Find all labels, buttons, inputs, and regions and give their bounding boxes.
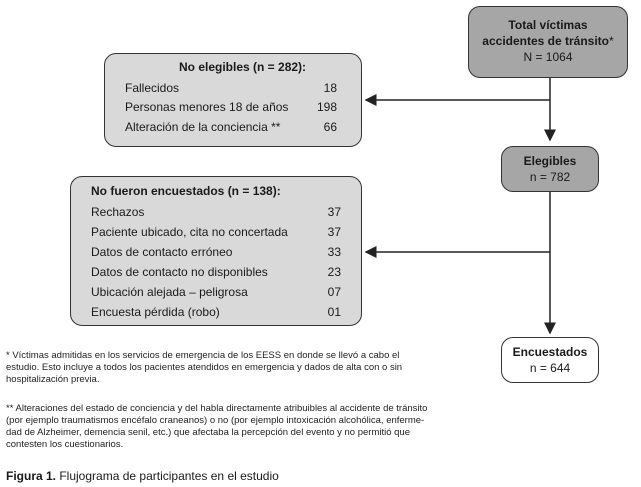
no-encuestados-item-label: Datos de contacto no disponibles [91,265,268,279]
footnote-line: hospitalización previa. [6,374,100,385]
no-elegibles-item-value: 18 [323,81,337,95]
footnote-2 [6,403,490,451]
no-encuestados-item-value: 37 [327,225,341,239]
no-encuestados-box [70,176,362,326]
no-encuestados-title: No fueron encuestados (n = 138): [91,184,281,198]
total-title-mark: * [609,34,614,48]
footnote-1 [6,350,490,386]
figure-caption [6,469,279,483]
footnote-line: contesten los cuestionarios. [6,439,124,450]
total-victims-box [468,6,628,78]
total-title-line1: Total víctimas [508,18,588,32]
no-encuestados-item-value: 07 [327,285,341,299]
encuestados-title: Encuestados [512,345,588,359]
footnote-line: (por ejemplo traumatismos encéfalo craneanos) o no (por ejemplo intoxicación alcohólica, enferme- [6,415,425,426]
elegibles-n: n = 782 [529,170,571,184]
figure-caption-text: Flujograma de participantes en el estudio [56,469,279,483]
no-encuestados-item-value: 01 [327,305,341,319]
total-n: N = 1064 [523,50,573,64]
no-elegibles-item-label: Personas menores 18 de años [125,100,289,114]
no-encuestados-item-value: 33 [327,245,341,259]
no-encuestados-item-label: Rechazos [91,205,145,219]
total-title-line2-row [469,33,627,49]
no-encuestados-item-label: Encuesta pérdida (robo) [91,305,220,319]
footnote-line: dad de Alzheimer, demencia senil, etc.) que afectaba la percepción del evento y no permitió que [6,427,411,438]
no-encuestados-item-label: Ubicación alejada – peligrosa [91,285,248,299]
encuestados-box [501,337,599,383]
total-title-line2: accidentes de tránsito [482,34,610,48]
footnote-line: estudio. Esto incluye a todos los pacientes atendidos en emergencia y dados de alta con o sin [6,362,403,373]
elegibles-box [501,146,599,192]
footnote-line: * Víctimas admitidas en los servicios de emergencia de los EESS en donde se llevó a cabo el [6,350,400,361]
elegibles-title: Elegibles [523,154,577,168]
no-encuestados-item-label: Paciente ubicado, cita no concertada [91,225,288,239]
figure-label: Figura 1. [6,469,57,483]
encuestados-n: n = 644 [529,361,571,375]
footnote-line: ** Alteraciones del estado de conciencia y del habla directamente atribuibles al accidente de tránsito [6,403,428,414]
no-elegibles-title: No elegibles (n = 282): [179,60,307,74]
no-encuestados-item-label: Datos de contacto erróneo [91,245,233,259]
no-elegibles-item-label: Fallecidos [125,81,180,95]
no-encuestados-item-value: 23 [327,265,341,279]
no-elegibles-item-value: 198 [316,100,337,114]
no-elegibles-item-value: 66 [323,120,337,134]
no-elegibles-box [104,53,362,147]
no-encuestados-item-value: 37 [327,205,341,219]
no-elegibles-item-label: Alteración de la conciencia ** [125,120,281,134]
